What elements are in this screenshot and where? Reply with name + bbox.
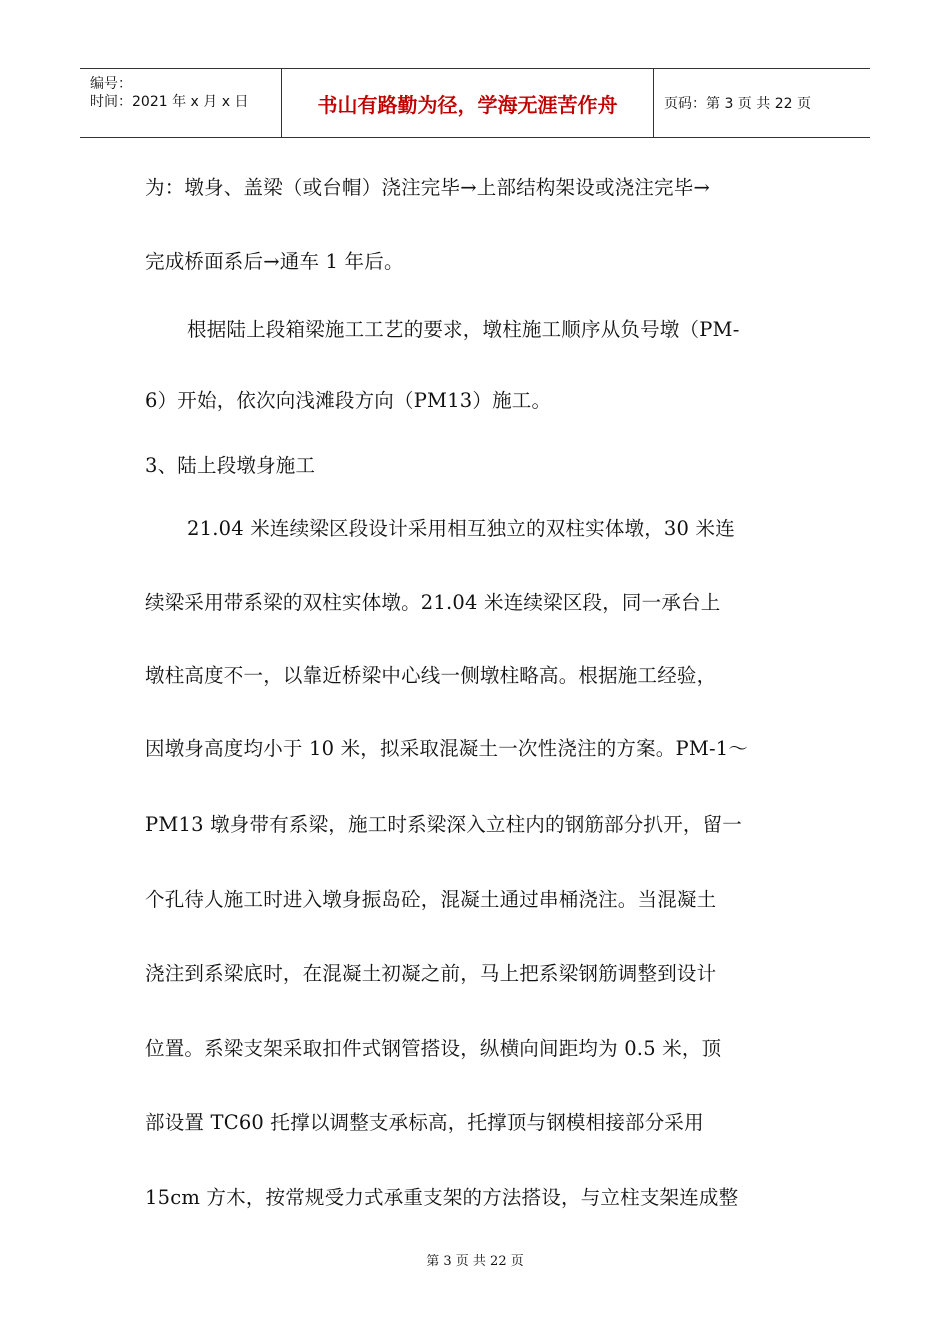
body-line: 21.04 米连续梁区段设计采用相互独立的双柱实体墩，30 米连 (187, 517, 735, 540)
body-line: 个孔待人施工时进入墩身振岛砼，混凝土通过串桶浇注。当混凝土 (145, 888, 717, 911)
header-page-code: 页码：第 3 页 共 22 页 (664, 96, 811, 112)
page-footer: 第 3 页 共 22 页 (426, 1254, 524, 1269)
body-line: 15cm 方木，按常规受力式承重支架的方法搭设，与立柱支架连成整 (145, 1186, 739, 1209)
header-motto: 书山有路勤为径，学海无涯苦作舟 (282, 69, 654, 137)
body-line: 位置。系梁支架采取扣件式钢管搭设，纵横向间距均为 0.5 米，顶 (145, 1037, 722, 1060)
section-heading: 3、陆上段墩身施工 (145, 454, 316, 477)
body-line: PM13 墩身带有系梁，施工时系梁深入立柱内的钢筋部分扒开，留一 (145, 813, 742, 836)
body-line: 为：墩身、盖梁（或台帽）浇注完毕→上部结构架设或浇注完毕→ (145, 176, 710, 199)
body-line: 续梁采用带系梁的双柱实体墩。21.04 米连续梁区段，同一承台上 (145, 591, 721, 614)
body-line: 6）开始，依次向浅滩段方向（PM13）施工。 (145, 389, 552, 412)
body-line: 浇注到系梁底时，在混凝土初凝之前，马上把系梁钢筋调整到设计 (145, 962, 717, 985)
body-line: 墩柱高度不一，以靠近桥梁中心线一侧墩柱略高。根据施工经验， (145, 664, 717, 687)
number-label: 编号： (90, 76, 132, 92)
body-line: 完成桥面系后→通车 1 年后。 (145, 250, 404, 273)
body-line: 根据陆上段箱梁施工工艺的要求，墩柱施工顺序从负号墩（PM- (187, 318, 740, 341)
body-line: 部设置 TC60 托撑以调整支承标高，托撑顶与钢模相接部分采用 (145, 1111, 704, 1134)
body-line: 因墩身高度均小于 10 米，拟采取混凝土一次性浇注的方案。PM-1～ (145, 737, 749, 760)
document-header (80, 68, 870, 138)
header-meta-cell (80, 69, 282, 137)
time-label: 时间：2021 年 x 月 x 日 (90, 94, 249, 110)
